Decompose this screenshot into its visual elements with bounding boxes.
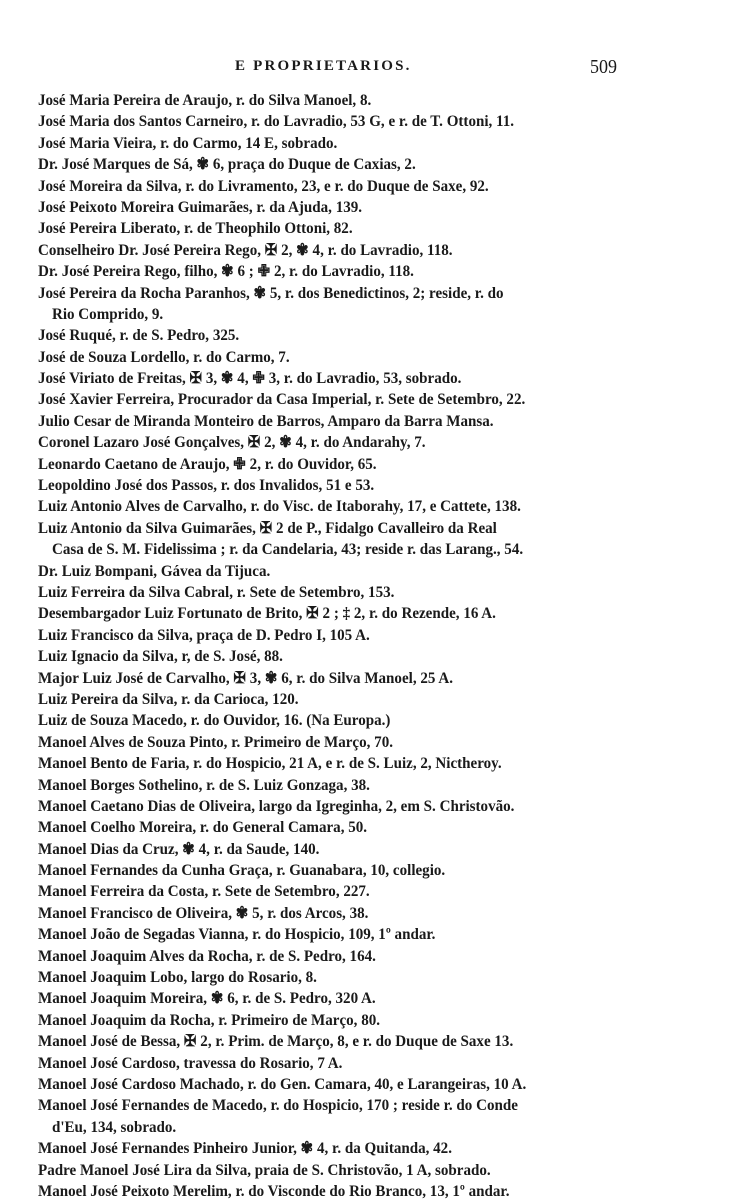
entry-line: Luiz de Souza Macedo, r. do Ouvidor, 16. (Na Europa.)	[38, 711, 391, 730]
entry-line: Coronel Lazaro José Gonçalves, ✠ 2, ✾ 4, r. do Andarahy, 7.	[38, 433, 426, 452]
directory-entry	[38, 881, 738, 902]
directory-entry	[38, 111, 738, 132]
directory-entry	[38, 496, 738, 517]
directory-entry	[38, 197, 738, 218]
page-number: 509	[590, 56, 617, 78]
directory-entry	[38, 261, 738, 282]
directory-entry	[38, 1031, 738, 1052]
directory-entry	[38, 839, 738, 860]
directory-entry	[38, 561, 738, 582]
directory-entry	[38, 432, 738, 453]
directory-entry	[38, 1053, 738, 1074]
entry-line: José Maria dos Santos Carneiro, r. do Lavradio, 53 G, e r. de T. Ottoni, 11.	[38, 112, 515, 131]
directory-entry	[38, 154, 738, 175]
directory-entry	[38, 454, 738, 475]
entry-line: José Maria Vieira, r. do Carmo, 14 E, sobrado.	[38, 133, 338, 152]
entry-line: Leonardo Caetano de Araujo, ✙ 2, r. do Ouvidor, 65.	[38, 454, 377, 473]
directory-entry	[38, 283, 738, 326]
entry-line: Desembargador Luiz Fortunato de Brito, ✠ 2 ; ‡ 2, r. do Rezende, 16 A.	[38, 604, 496, 623]
entry-line: Manoel João de Segadas Vianna, r. do Hospicio, 109, 1º andar.	[38, 925, 436, 944]
entry-line: Padre Manoel José Lira da Silva, praia de S. Christovão, 1 A, sobrado.	[38, 1160, 491, 1179]
entry-line: José de Souza Lordello, r. do Carmo, 7.	[38, 347, 290, 366]
entry-line: Manoel Ferreira da Costa, r. Sete de Setembro, 227.	[38, 882, 370, 901]
page-header	[0, 56, 747, 80]
entry-line: Dr. José Marques de Sá, ✾ 6, praça do Duque de Caxias, 2.	[38, 155, 416, 174]
directory-entries	[38, 90, 738, 1202]
directory-entry	[38, 90, 738, 111]
running-title: E PROPRIETARIOS.	[235, 58, 412, 74]
directory-entry	[38, 1074, 738, 1095]
entry-continuation-line: d'Eu, 134, sobrado.	[51, 1117, 177, 1136]
entry-line: Luiz Antonio da Silva Guimarães, ✠ 2 de P., Fidalgo Cavalleiro da Real	[38, 518, 497, 537]
entry-line: José Viriato de Freitas, ✠ 3, ✾ 4, ✙ 3, r. do Lavradio, 53, sobrado.	[38, 369, 462, 388]
directory-entry	[38, 924, 738, 945]
directory-entry	[38, 240, 738, 261]
entry-line: Conselheiro Dr. José Pereira Rego, ✠ 2, ✾ 4, r. do Lavradio, 118.	[38, 240, 453, 259]
directory-entry	[38, 1095, 738, 1138]
directory-entry	[38, 732, 738, 753]
directory-entry	[38, 967, 738, 988]
directory-entry	[38, 603, 738, 624]
entry-line: Luiz Pereira da Silva, r. da Carioca, 120.	[38, 689, 299, 708]
directory-entry	[38, 646, 738, 667]
entry-line: Major Luiz José de Carvalho, ✠ 3, ✾ 6, r. do Silva Manoel, 25 A.	[38, 668, 453, 687]
entry-line: Manoel José Fernandes Pinheiro Junior, ✾ 4, r. da Quitanda, 42.	[38, 1139, 452, 1158]
entry-line: Manoel Dias da Cruz, ✾ 4, r. da Saude, 140.	[38, 839, 320, 858]
entry-line: Manoel Joaquim Lobo, largo do Rosario, 8.	[38, 968, 317, 987]
directory-entry	[38, 582, 738, 603]
entry-line: José Pereira da Rocha Paranhos, ✾ 5, r. dos Benedictinos, 2; reside, r. do	[38, 283, 504, 302]
entry-line: Julio Cesar de Miranda Monteiro de Barros, Amparo da Barra Mansa.	[38, 411, 494, 430]
entry-line: Manoel José Fernandes de Macedo, r. do Hospicio, 170 ; reside r. do Conde	[38, 1096, 518, 1115]
directory-entry	[38, 796, 738, 817]
directory-entry	[38, 368, 738, 389]
entry-line: Manoel José de Bessa, ✠ 2, r. Prim. de Março, 8, e r. do Duque de Saxe 13.	[38, 1032, 514, 1051]
directory-entry	[38, 903, 738, 924]
directory-entry	[38, 860, 738, 881]
directory-entry	[38, 1010, 738, 1031]
directory-entry	[38, 176, 738, 197]
directory-entry	[38, 689, 738, 710]
entry-line: Manoel José Peixoto Merelim, r. do Visconde do Rio Branco, 13, 1º andar.	[38, 1181, 510, 1200]
entry-line: Manoel Joaquim Alves da Rocha, r. de S. Pedro, 164.	[38, 946, 376, 965]
directory-entry	[38, 668, 738, 689]
directory-entry	[38, 389, 738, 410]
entry-line: Manoel Bento de Faria, r. do Hospicio, 21 A, e r. de S. Luiz, 2, Nictheroy.	[38, 754, 502, 773]
entry-continuation-line: Rio Comprido, 9.	[51, 304, 164, 323]
entry-line: José Xavier Ferreira, Procurador da Casa Imperial, r. Sete de Setembro, 22.	[38, 390, 526, 409]
entry-line: José Pereira Liberato, r. de Theophilo Ottoni, 82.	[38, 219, 353, 238]
entry-line: Manoel Francisco de Oliveira, ✾ 5, r. dos Arcos, 38.	[38, 903, 369, 922]
entry-line: Dr. José Pereira Rego, filho, ✾ 6 ; ✙ 2, r. do Lavradio, 118.	[38, 262, 414, 281]
directory-entry	[38, 1160, 738, 1181]
entry-line: Manoel Joaquim Moreira, ✾ 6, r. de S. Pedro, 320 A.	[38, 989, 376, 1008]
entry-line: Manoel Borges Sothelino, r. de S. Luiz Gonzaga, 38.	[38, 775, 370, 794]
directory-entry	[38, 988, 738, 1009]
entry-line: Manoel Joaquim da Rocha, r. Primeiro de Março, 80.	[38, 1010, 381, 1029]
entry-line: Luiz Antonio Alves de Carvalho, r. do Visc. de Itaborahy, 17, e Cattete, 138.	[38, 497, 521, 516]
entry-line: Manoel Alves de Souza Pinto, r. Primeiro de Março, 70.	[38, 732, 393, 751]
directory-entry	[38, 775, 738, 796]
entry-line: José Moreira da Silva, r. do Livramento, 23, e r. do Duque de Saxe, 92.	[38, 176, 489, 195]
entry-line: Manoel José Cardoso Machado, r. do Gen. Camara, 40, e Larangeiras, 10 A.	[38, 1074, 527, 1093]
directory-entry	[38, 1181, 738, 1202]
entry-line: Leopoldino José dos Passos, r. dos Invalidos, 51 e 53.	[38, 476, 375, 495]
entry-line: Manoel José Cardoso, travessa do Rosario, 7 A.	[38, 1053, 343, 1072]
directory-entry	[38, 625, 738, 646]
directory-entry	[38, 817, 738, 838]
directory-entry	[38, 475, 738, 496]
entry-line: Luiz Ferreira da Silva Cabral, r. Sete de Setembro, 153.	[38, 582, 395, 601]
entry-line: Luiz Francisco da Silva, praça de D. Pedro I, 105 A.	[38, 625, 370, 644]
entry-line: José Maria Pereira de Araujo, r. do Silva Manoel, 8.	[38, 91, 372, 109]
directory-entry	[38, 133, 738, 154]
entry-line: Manoel Coelho Moreira, r. do General Camara, 50.	[38, 818, 368, 837]
entry-line: Manoel Fernandes da Cunha Graça, r. Guanabara, 10, collegio.	[38, 861, 446, 880]
entry-line: José Ruqué, r. de S. Pedro, 325.	[38, 326, 240, 345]
directory-entry	[38, 518, 738, 561]
directory-entry	[38, 946, 738, 967]
entry-line: Dr. Luiz Bompani, Gávea da Tijuca.	[38, 561, 271, 580]
directory-entry	[38, 218, 738, 239]
directory-entry	[38, 710, 738, 731]
directory-entry	[38, 753, 738, 774]
entry-line: Manoel Caetano Dias de Oliveira, largo da Igreginha, 2, em S. Christovão.	[38, 796, 515, 815]
directory-entry	[38, 1138, 738, 1159]
entry-line: Luiz Ignacio da Silva, r, de S. José, 88.	[38, 647, 283, 666]
directory-entry	[38, 411, 738, 432]
entry-continuation-line: Casa de S. M. Fidelissima ; r. da Candelaria, 43; reside r. das Larang., 54.	[51, 540, 524, 559]
directory-entry	[38, 347, 738, 368]
directory-entry	[38, 325, 738, 346]
entry-line: José Peixoto Moreira Guimarães, r. da Ajuda, 139.	[38, 197, 363, 216]
